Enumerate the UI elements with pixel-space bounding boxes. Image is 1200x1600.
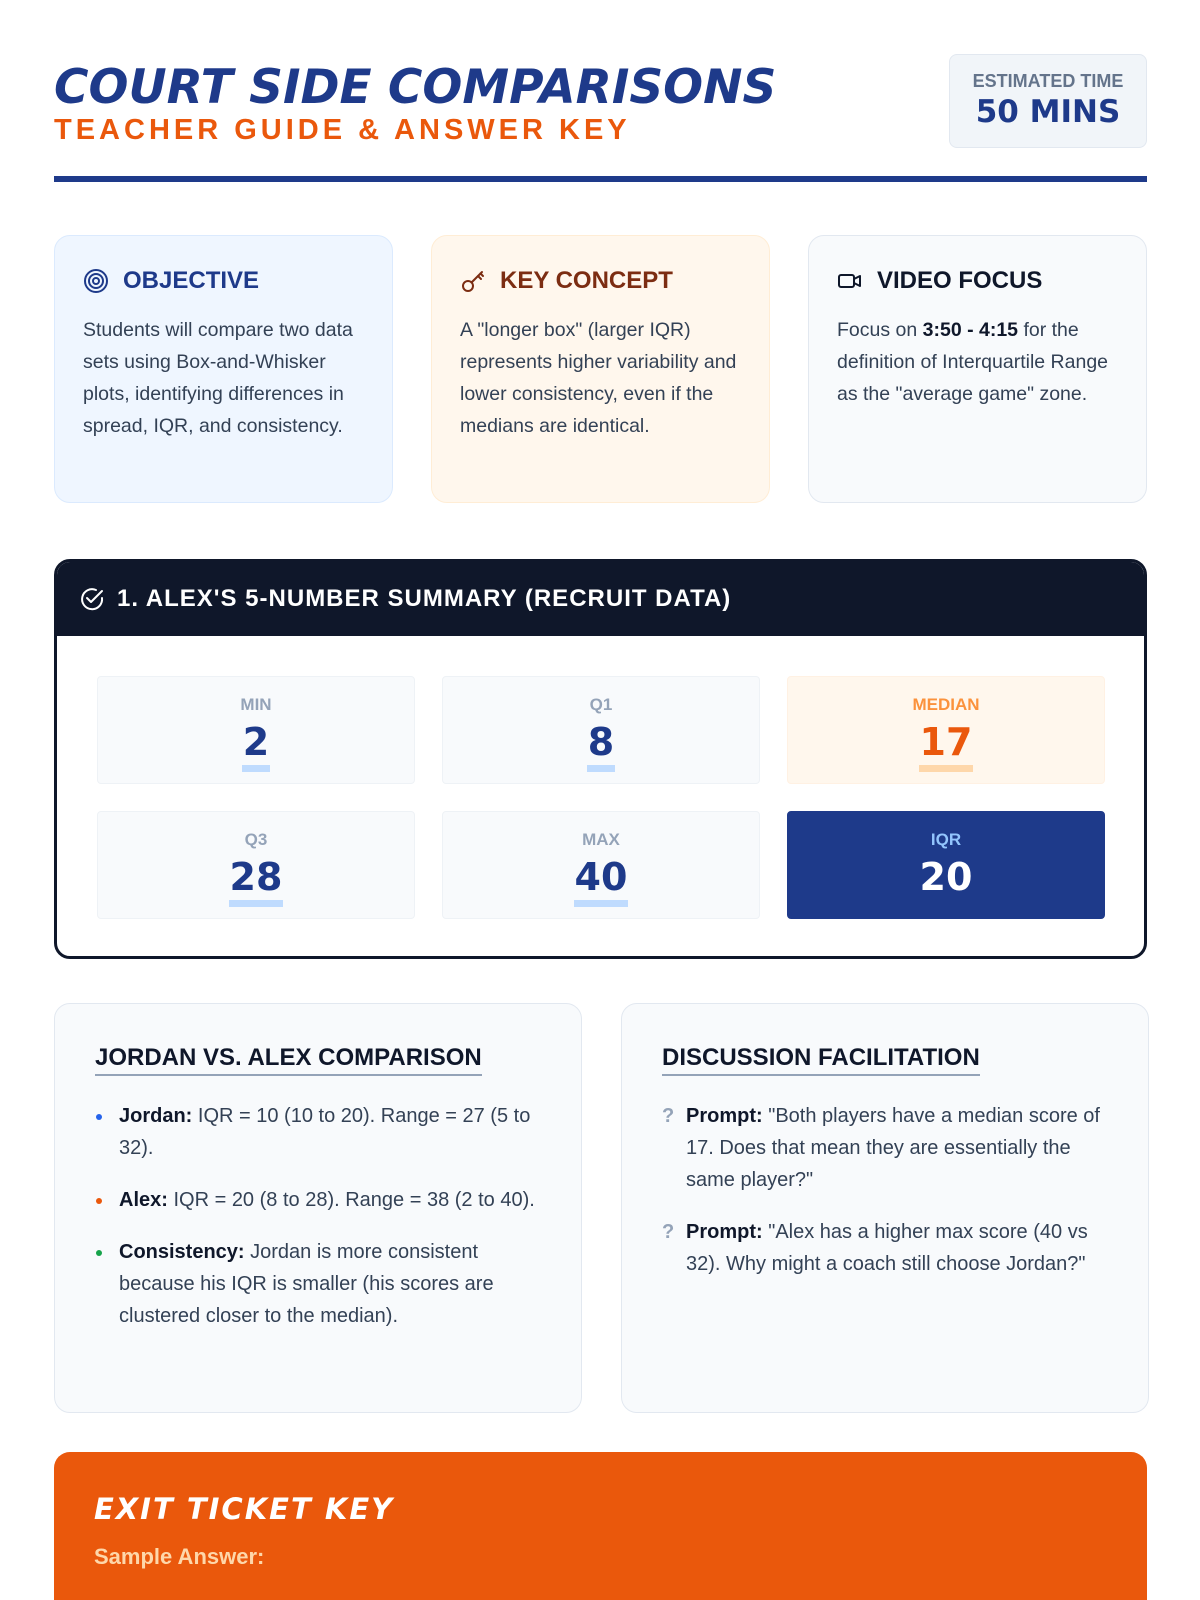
exit-ticket-panel	[54, 1452, 1147, 1600]
stat-q1	[442, 676, 760, 784]
list-item	[662, 1216, 1108, 1280]
summary-header	[57, 562, 1144, 636]
stat-value: 8	[587, 719, 615, 772]
stat-value: 20	[919, 855, 973, 899]
list-item	[95, 1236, 541, 1332]
stat-value: 40	[574, 854, 629, 907]
item-text: "Alex has a higher max score (40 vs 32). Why might a coach still choose Jordan?"	[686, 1221, 1088, 1275]
discussion-panel	[621, 1003, 1149, 1413]
question-mark-icon: ?	[662, 1105, 675, 1127]
page-subtitle: TEACHER GUIDE & ANSWER KEY	[54, 114, 631, 146]
exit-ticket-title: EXIT TICKET KEY	[94, 1492, 395, 1526]
bullet-dot	[96, 1114, 102, 1120]
objective-title: OBJECTIVE	[123, 267, 260, 294]
list-item	[95, 1100, 541, 1164]
stat-max	[442, 811, 760, 919]
page-title: COURT SIDE COMPARISONS	[54, 60, 777, 115]
stat-median	[787, 676, 1105, 784]
stat-label: IQR	[930, 830, 962, 849]
stat-label: MIN	[240, 695, 272, 714]
discussion-title: DISCUSSION FACILITATION	[662, 1044, 980, 1076]
objective-card	[54, 235, 393, 503]
list-item	[662, 1100, 1108, 1196]
item-label: Prompt:	[686, 1105, 763, 1127]
item-text: Jordan is more consistent because his IQR is smaller (his scores are clustered closer to the median).	[119, 1241, 494, 1327]
comparison-title: JORDAN VS. ALEX COMPARISON	[95, 1044, 482, 1076]
comparison-list	[95, 1100, 541, 1332]
video-timestamp: 3:50 - 4:15	[922, 319, 1019, 341]
video-focus-text: Focus on 3:50 - 4:15 for the definition of Interquartile Range as the "average game" zone.	[837, 319, 1109, 405]
stat-q3	[97, 811, 415, 919]
estimated-time-label: ESTIMATED TIME	[972, 71, 1124, 91]
item-text: IQR = 20 (8 to 28). Range = 38 (2 to 40).	[167, 1189, 535, 1211]
stat-label: Q1	[589, 695, 613, 714]
question-mark-icon: ?	[662, 1221, 675, 1243]
page-header	[54, 52, 1147, 182]
key-concept-card	[431, 235, 770, 503]
stat-iqr	[787, 811, 1105, 919]
bullet-dot	[96, 1250, 102, 1256]
item-text: "Both players have a median score of 17. Does that mean they are essentially the same player?"	[686, 1105, 1100, 1191]
item-label: Prompt:	[686, 1221, 763, 1243]
estimated-time-value: 50 MINS	[975, 94, 1121, 130]
check-circle-icon	[79, 586, 105, 612]
discussion-list	[662, 1100, 1108, 1280]
item-label: Jordan:	[119, 1105, 193, 1127]
sample-answer-label: Sample Answer:	[94, 1544, 265, 1569]
item-label: Consistency:	[119, 1241, 245, 1263]
stat-label: MAX	[582, 830, 620, 849]
objective-text: Students will compare two data sets using Box-and-Whisker plots, identifying differences in spread, IQR, and consistency.	[83, 319, 353, 437]
info-cards	[54, 235, 1147, 503]
video-focus-card	[808, 235, 1147, 503]
item-text: IQR = 10 (10 to 20). Range = 27 (5 to 32).	[119, 1105, 531, 1159]
stat-label: Q3	[244, 830, 268, 849]
key-concept-title: KEY CONCEPT	[500, 267, 673, 294]
stat-label: MEDIAN	[912, 695, 980, 714]
target-icon	[83, 268, 109, 294]
estimated-time-badge	[949, 54, 1147, 148]
item-label: Alex:	[119, 1189, 168, 1211]
bullet-dot	[96, 1198, 102, 1204]
stat-value: 28	[229, 854, 284, 907]
stat-min	[97, 676, 415, 784]
stat-value: 2	[242, 719, 270, 772]
comparison-panel	[54, 1003, 582, 1413]
summary-title: 1. ALEX'S 5-NUMBER SUMMARY (RECRUIT DATA)	[117, 585, 732, 612]
video-focus-title: VIDEO FOCUS	[877, 267, 1043, 294]
key-icon	[460, 268, 486, 294]
video-icon	[837, 268, 863, 294]
list-item	[95, 1184, 541, 1216]
stat-value: 17	[919, 719, 974, 772]
five-number-summary-panel	[54, 559, 1147, 959]
key-concept-text: A "longer box" (larger IQR) represents higher variability and lower consistency, even if the medians are identical.	[460, 319, 737, 437]
